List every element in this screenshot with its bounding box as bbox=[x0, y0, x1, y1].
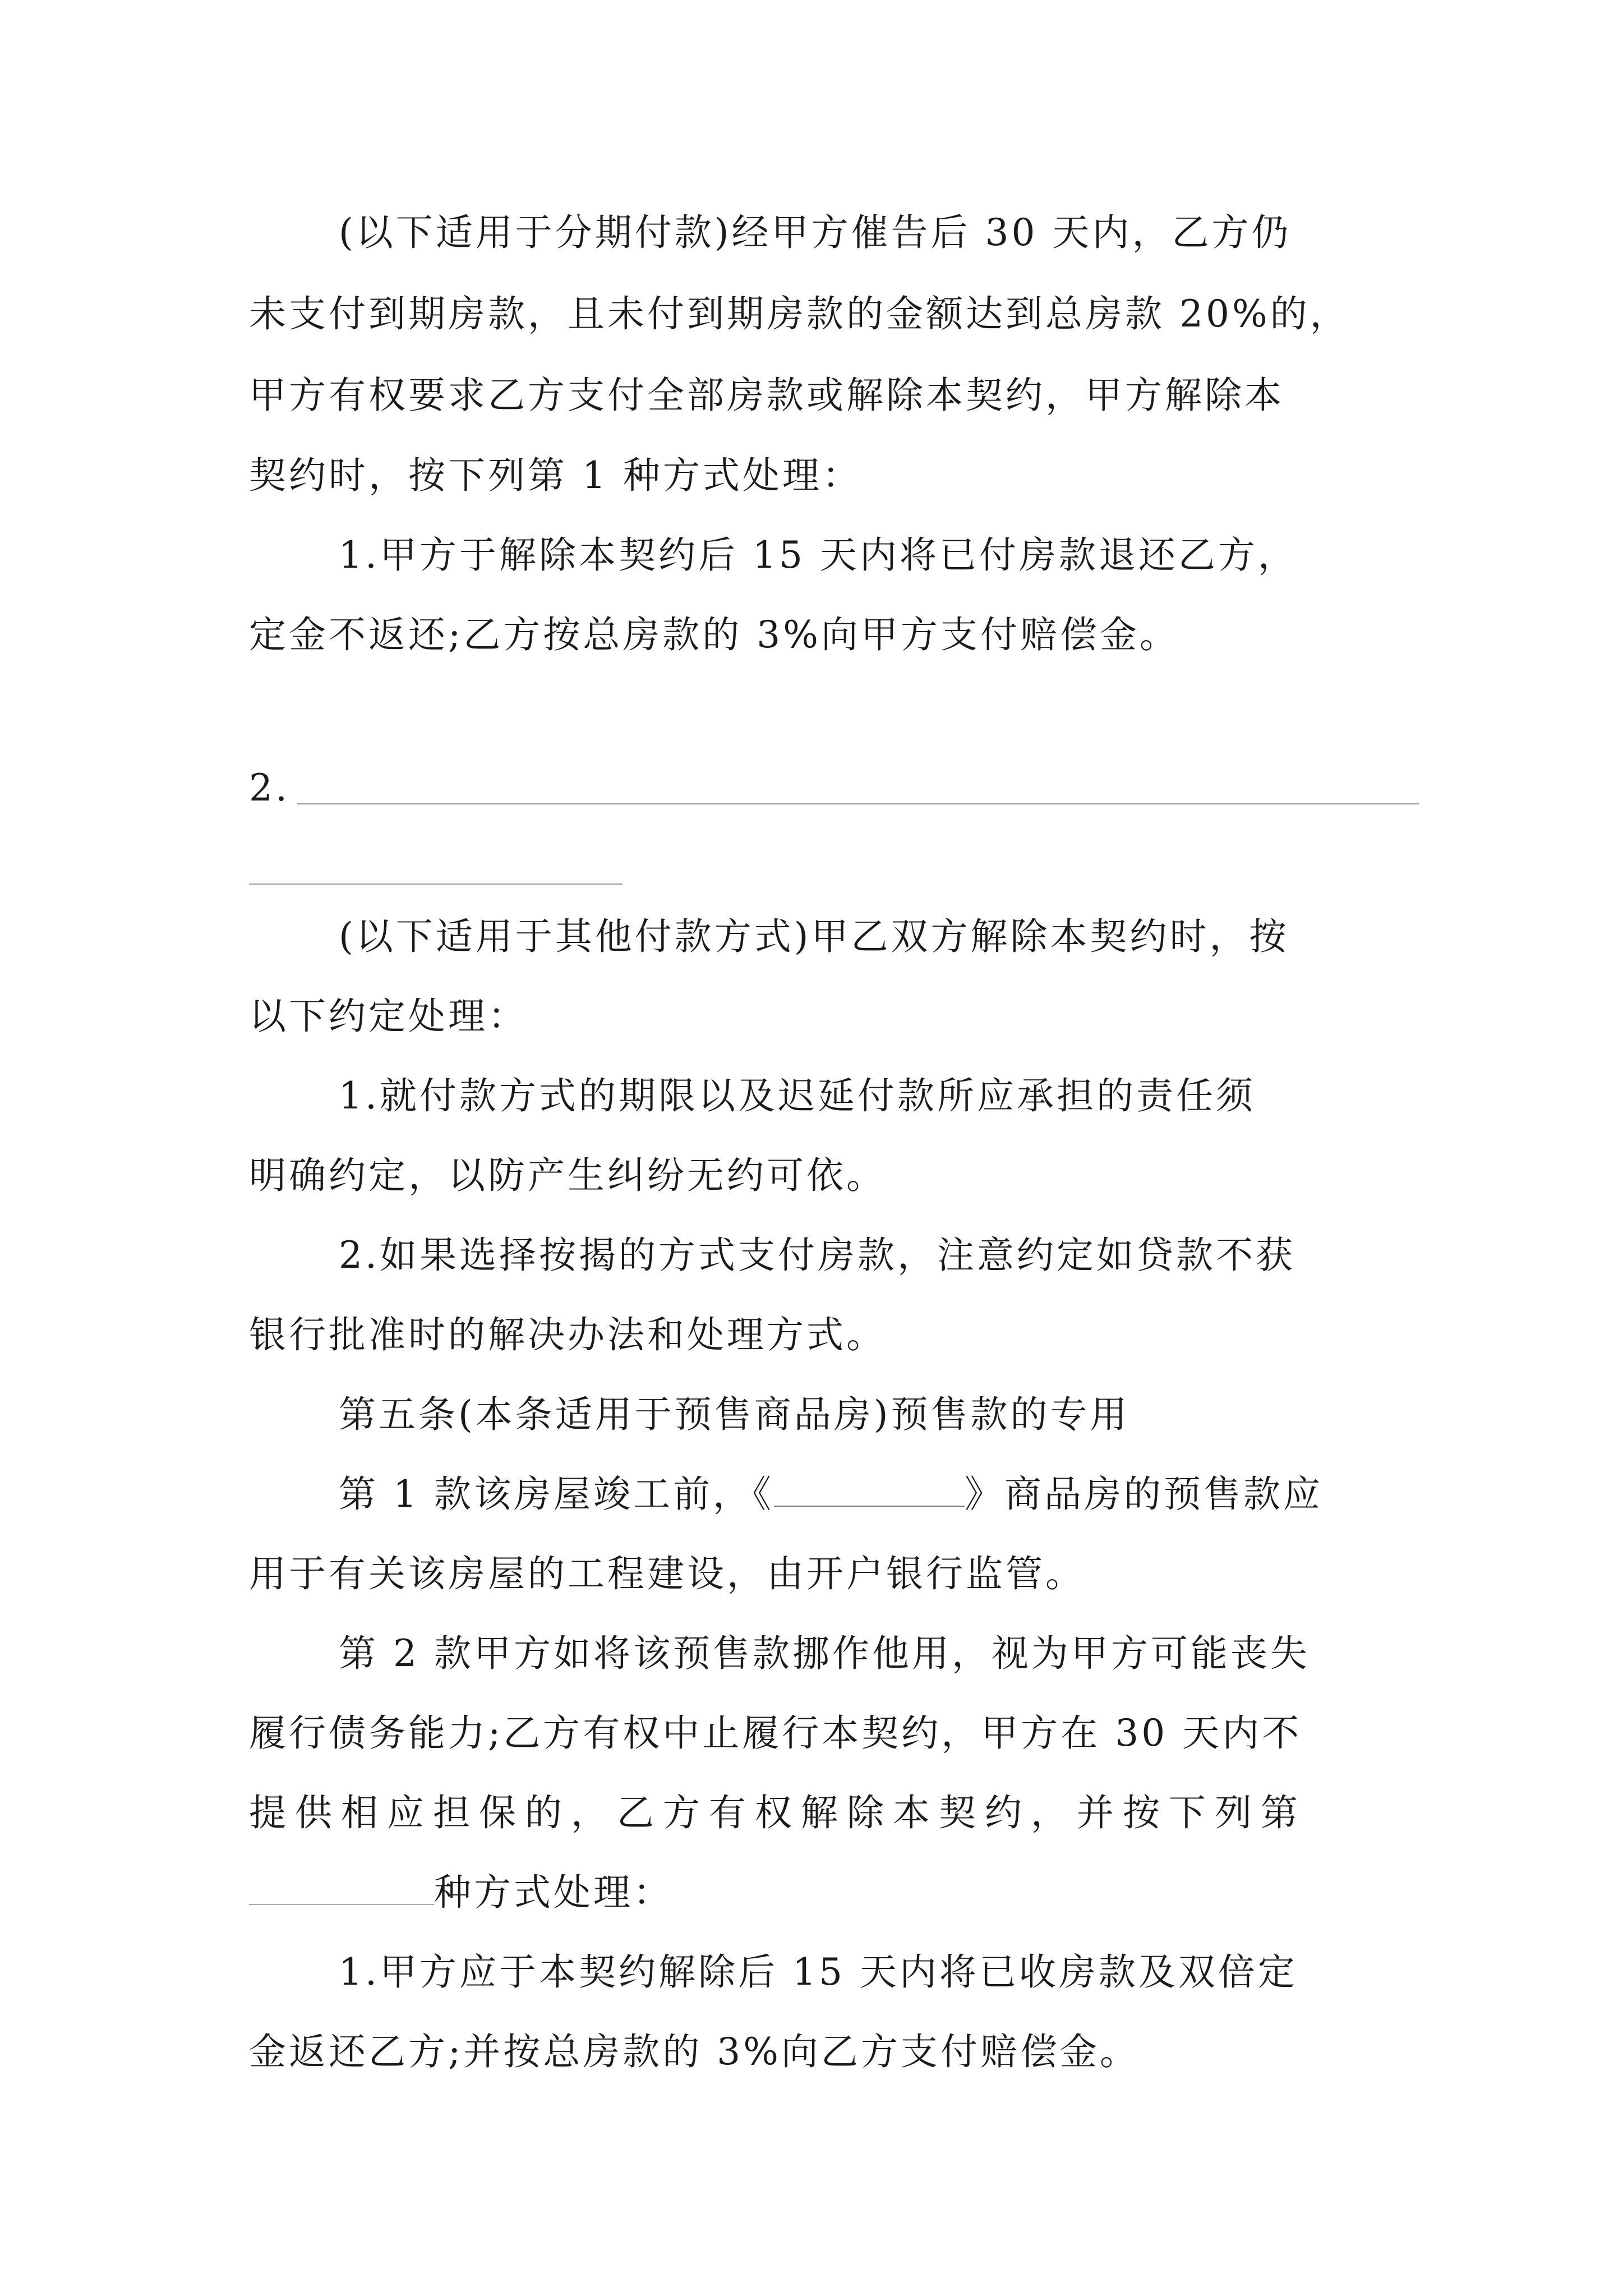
paragraph-line: 金返还乙方;并按总房款的 3%向乙方支付赔偿金。 bbox=[249, 2030, 1140, 2073]
paragraph-line: 契约时，按下列第 1 种方式处理： bbox=[249, 454, 862, 497]
paragraph-line: (以下适用于其他付款方式)甲乙双方解除本契约时，按 bbox=[339, 915, 1289, 958]
paragraph-line: 1.甲方于解除本契约后 15 天内将已付房款退还乙方， bbox=[339, 533, 1298, 577]
paragraph-line: 用于有关该房屋的工程建设，由开户银行监管。 bbox=[249, 1552, 1085, 1595]
paragraph-line: 定金不返还;乙方按总房款的 3%向甲方支付赔偿金。 bbox=[249, 613, 1179, 656]
paragraph-line: 2.如果选择按揭的方式支付房款，注意约定如贷款不获 bbox=[339, 1234, 1295, 1277]
paragraph-line: 1.就付款方式的期限以及迟延付款所应承担的责任须 bbox=[339, 1074, 1256, 1117]
paragraph-line: 明确约定，以防产生纠纷无约可依。 bbox=[249, 1154, 886, 1197]
paragraph-line: 第 2 款甲方如将该预售款挪作他用，视为甲方可能丧失 bbox=[339, 1632, 1310, 1675]
clause-text: 种方式处理： bbox=[434, 1871, 673, 1914]
paragraph-line bbox=[339, 1472, 1323, 1517]
paragraph-line: 银行批准时的解决办法和处理方式。 bbox=[249, 1313, 886, 1356]
clause-text: 第 1 款该房屋竣工前，《 bbox=[339, 1473, 774, 1516]
paragraph-line: (以下适用于分期付款)经甲方催告后 30 天内，乙方仍 bbox=[339, 211, 1292, 254]
fill-in-blank-line bbox=[249, 884, 623, 885]
clause-text: 》商品房的预售款应 bbox=[964, 1473, 1323, 1516]
fill-in-blank-line bbox=[297, 803, 1419, 804]
fill-in-blank bbox=[774, 1472, 965, 1507]
fill-in-blank bbox=[249, 1870, 434, 1905]
paragraph-line bbox=[249, 1870, 673, 1915]
paragraph-line: 以下约定处理： bbox=[249, 995, 528, 1038]
paragraph-line: 履行债务能力;乙方有权中止履行本契约，甲方在 30 天内不 bbox=[249, 1711, 1302, 1755]
paragraph-line: 未支付到期房款，且未付到期房款的金额达到总房款 20%的， bbox=[249, 292, 1350, 335]
paragraph-line: 甲方有权要求乙方支付全部房款或解除本契约，甲方解除本 bbox=[249, 374, 1284, 417]
paragraph-line: 1.甲方应于本契约解除后 15 天内将已收房款及双倍定 bbox=[339, 1950, 1298, 1994]
blank-item-number: 2. bbox=[249, 766, 290, 809]
paragraph-line: 提供相应担保的，乙方有权解除本契约，并按下列第 bbox=[249, 1791, 1307, 1834]
article-heading: 第五条(本条适用于预售商品房)预售款的专用 bbox=[339, 1393, 1130, 1436]
